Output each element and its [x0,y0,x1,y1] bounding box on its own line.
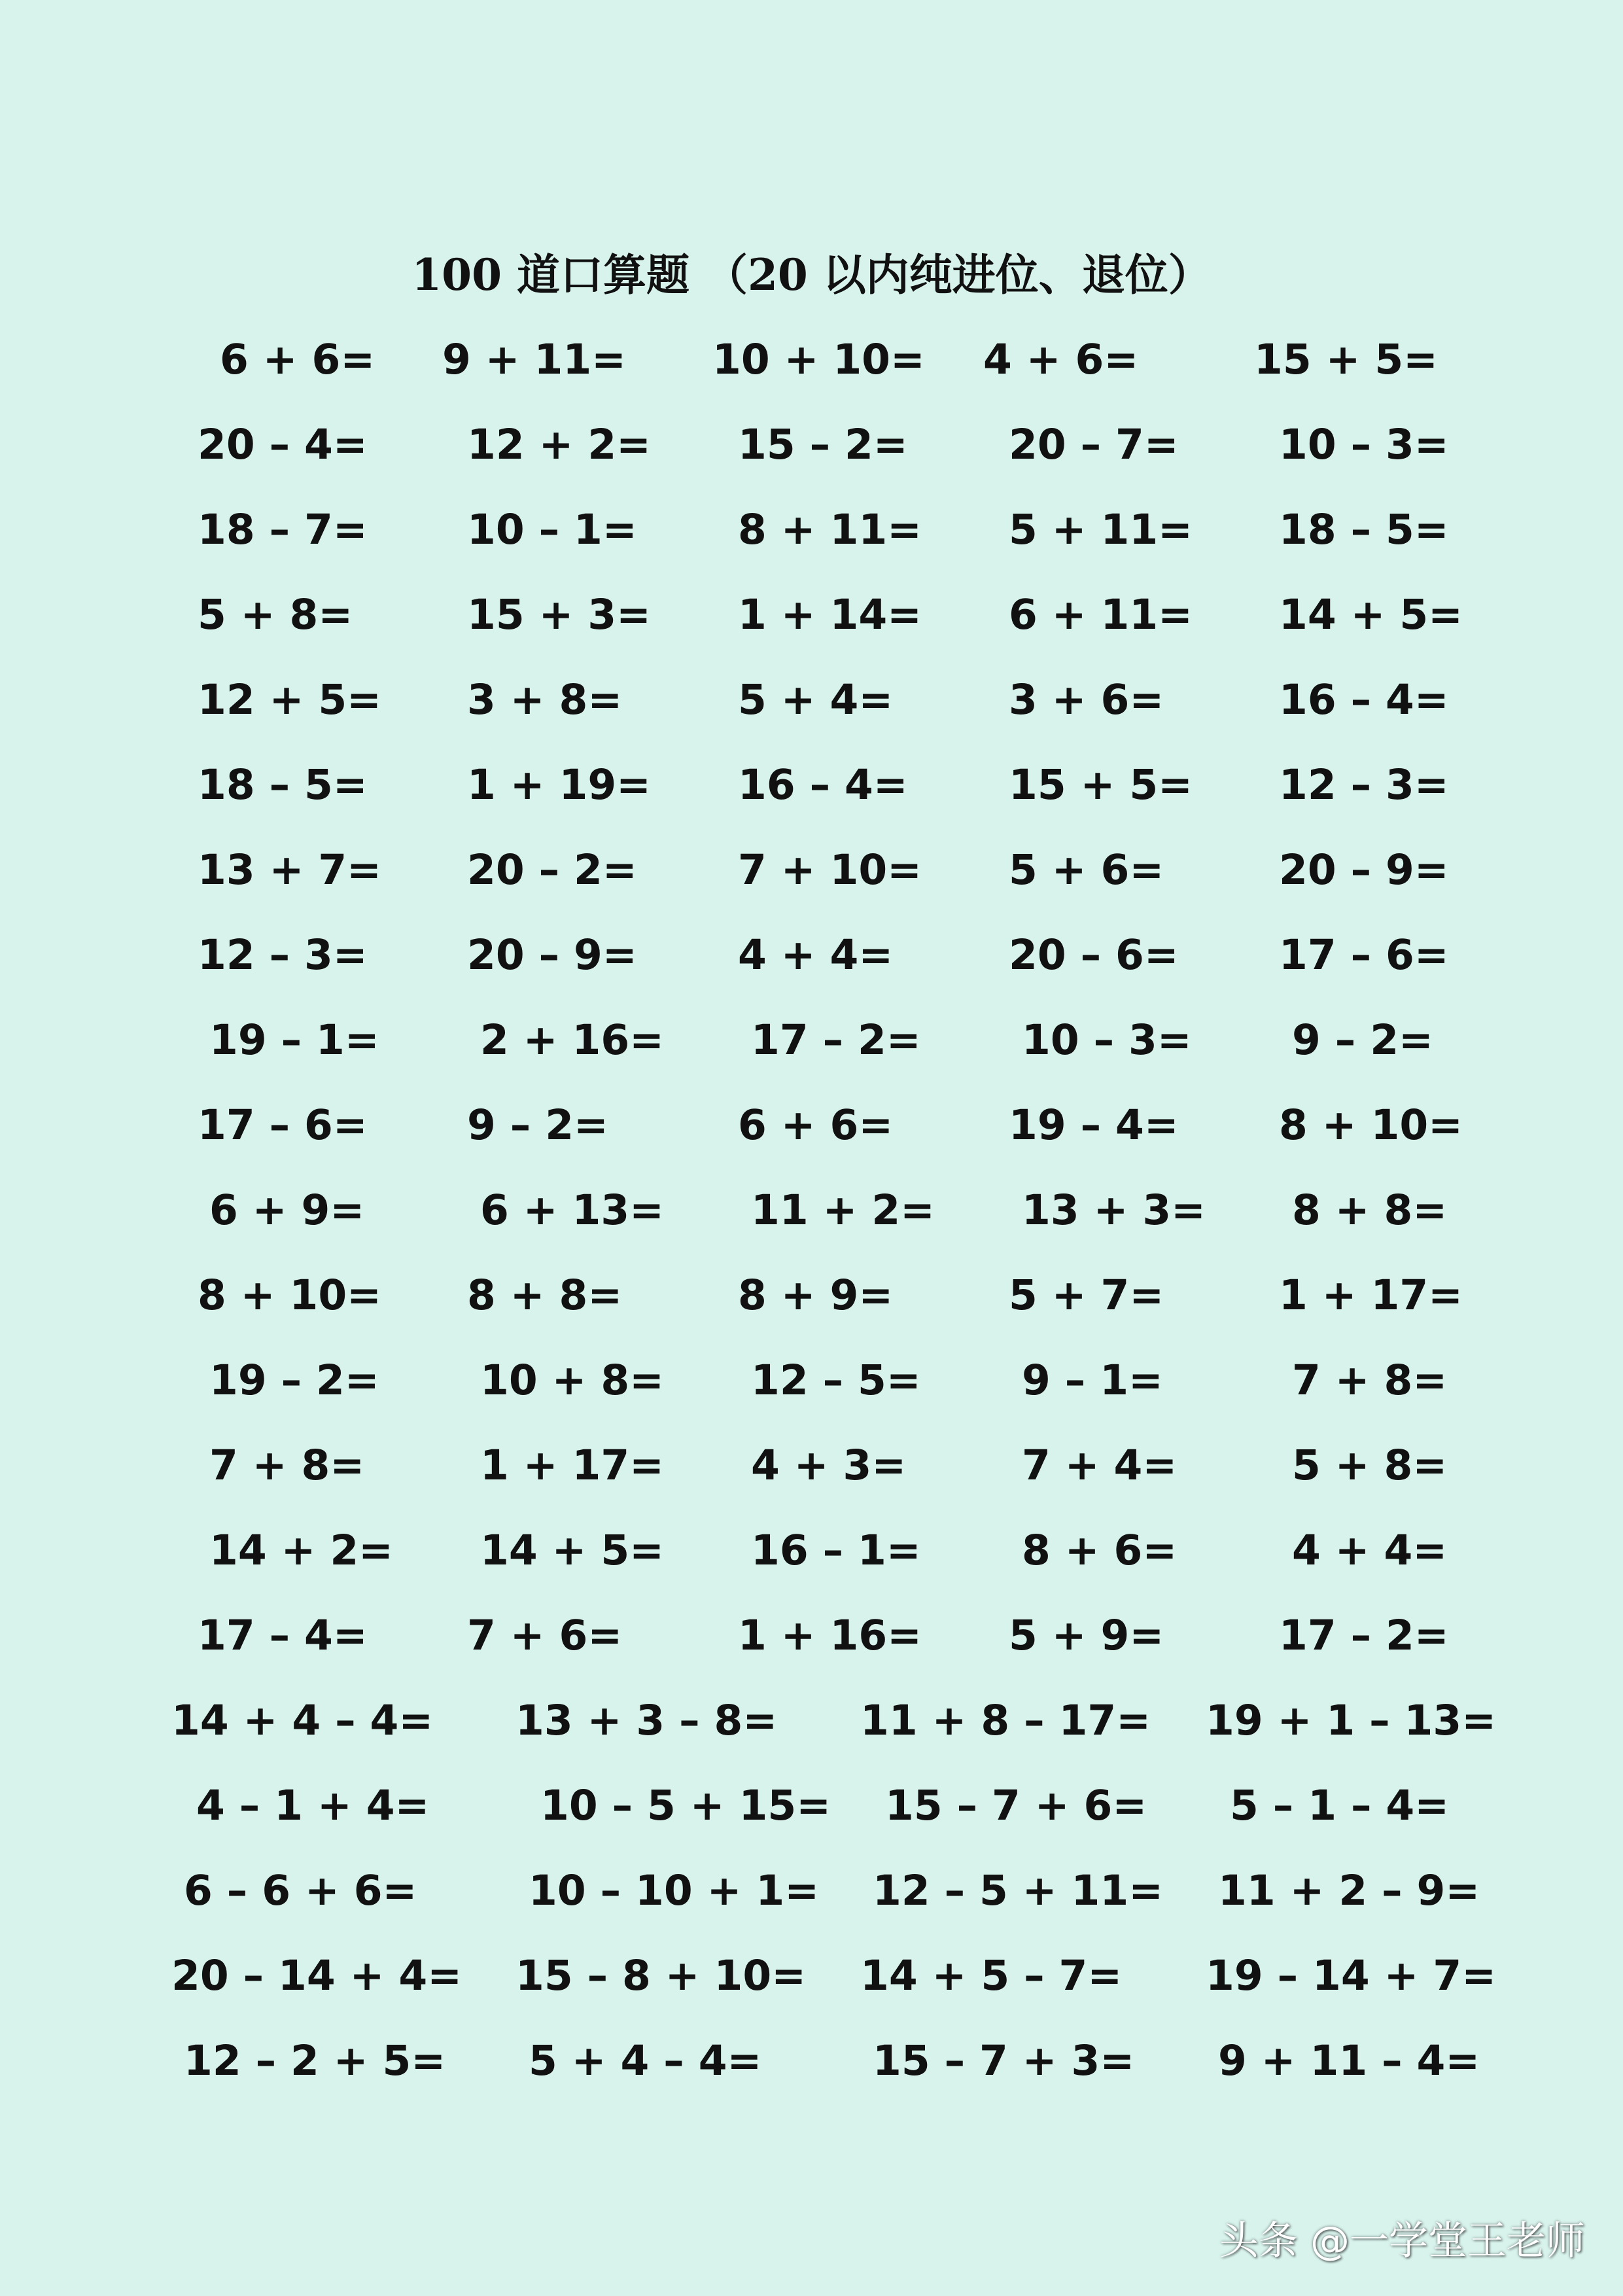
math-problem: 4 + 6= [983,336,1139,383]
math-problem: 8 + 8= [1292,1186,1448,1234]
math-problem: 18 – 5= [198,761,368,809]
math-problem: 9 + 11= [442,336,626,383]
math-problem: 4 + 3= [751,1441,907,1489]
math-problem: 1 + 14= [738,591,922,639]
math-problem: 10 – 5 + 15= [540,1782,831,1829]
problem-row [0,1266,1623,1325]
math-problem: 9 – 2= [1292,1016,1433,1064]
math-problem: 1 + 16= [738,1612,922,1659]
math-problem: 19 – 4= [1009,1101,1179,1149]
math-problem: 19 – 1= [209,1016,379,1064]
problem-row [0,926,1623,985]
problem-row [0,415,1623,474]
math-problem: 14 + 4 – 4= [171,1697,434,1744]
math-problem: 11 + 2= [751,1186,935,1234]
math-problem: 17 – 4= [198,1612,368,1659]
math-problem: 8 + 10= [1279,1101,1463,1149]
math-problem: 14 + 5= [480,1527,664,1574]
math-problem: 5 – 1 – 4= [1230,1782,1450,1829]
math-problem: 19 + 1 – 13= [1206,1697,1496,1744]
math-problem: 18 – 5= [1279,506,1449,554]
math-problem: 11 + 2 – 9= [1218,1867,1480,1915]
math-problem: 16 – 4= [738,761,908,809]
math-problem: 10 – 10 + 1= [529,1867,819,1915]
problem-row [0,1521,1623,1580]
problem-row [0,756,1623,815]
problem-row [0,1691,1623,1750]
math-problem: 5 + 4 – 4= [529,2037,762,2085]
math-problem: 14 + 2= [209,1527,393,1574]
math-problem: 20 – 4= [198,421,368,468]
math-problem: 17 – 6= [1279,931,1449,979]
problem-row [0,1011,1623,1070]
math-problem: 5 + 11= [1009,506,1193,554]
math-problem: 5 + 7= [1009,1271,1164,1319]
math-problem: 8 + 11= [738,506,922,554]
math-problem: 20 – 2= [467,846,637,894]
math-problem: 10 + 10= [712,336,925,383]
math-problem: 5 + 9= [1009,1612,1164,1659]
math-problem: 8 + 9= [738,1271,894,1319]
math-problem: 6 + 9= [209,1186,365,1234]
math-problem: 14 + 5= [1279,591,1463,639]
math-problem: 19 – 14 + 7= [1206,1952,1496,2000]
math-problem: 19 – 2= [209,1356,379,1404]
math-problem: 15 – 7 + 6= [885,1782,1147,1829]
math-problem: 15 – 2= [738,421,908,468]
problem-row [0,1947,1623,2005]
math-problem: 1 + 17= [480,1441,664,1489]
math-problem: 14 + 5 – 7= [860,1952,1123,2000]
math-problem: 7 + 8= [1292,1356,1448,1404]
watermark: 头条 @一学堂王老师 [1219,2218,1585,2264]
math-problem: 13 + 3= [1022,1186,1206,1234]
problem-row [0,1181,1623,1240]
math-problem: 9 – 1= [1022,1356,1163,1404]
math-problem: 20 – 9= [1279,846,1449,894]
math-problem: 16 – 4= [1279,676,1449,724]
math-problem: 16 – 1= [751,1527,921,1574]
math-problem: 4 + 4= [1292,1527,1448,1574]
math-problem: 20 – 14 + 4= [171,1952,462,2000]
math-problem: 11 + 8 – 17= [860,1697,1151,1744]
math-problem: 12 + 2= [467,421,651,468]
math-problem: 5 + 4= [738,676,894,724]
math-problem: 13 + 3 – 8= [515,1697,778,1744]
problem-row [0,1351,1623,1410]
math-problem: 1 + 17= [1279,1271,1463,1319]
math-problem: 9 + 11 – 4= [1218,2037,1480,2085]
math-problem: 15 + 3= [467,591,651,639]
math-problem: 6 + 13= [480,1186,664,1234]
math-problem: 12 – 5= [751,1356,921,1404]
problem-row [0,2032,1623,2091]
problem-row [0,841,1623,900]
math-problem: 20 – 7= [1009,421,1179,468]
math-problem: 10 – 3= [1279,421,1449,468]
math-problem: 17 – 6= [198,1101,368,1149]
math-problem: 13 + 7= [198,846,381,894]
math-problem: 10 – 1= [467,506,637,554]
math-problem: 6 + 6= [738,1101,894,1149]
math-problem: 10 – 3= [1022,1016,1192,1064]
math-problem: 6 – 6 + 6= [184,1867,417,1915]
math-problem: 1 + 19= [467,761,651,809]
math-problem: 5 + 8= [198,591,353,639]
page-title: 100 道口算题 （20 以内纯进位、退位） [411,249,1212,300]
math-problem: 4 + 4= [738,931,894,979]
math-problem: 15 – 8 + 10= [515,1952,806,2000]
math-problem: 7 + 10= [738,846,922,894]
math-problem: 17 – 2= [1279,1612,1449,1659]
math-problem: 12 + 5= [198,676,381,724]
math-problem: 18 – 7= [198,506,368,554]
math-problem: 12 – 3= [198,931,368,979]
problem-row [0,671,1623,730]
math-problem: 8 + 10= [198,1271,381,1319]
problem-row [0,1096,1623,1155]
problem-row [0,501,1623,559]
problem-row [0,1862,1623,1920]
math-problem: 17 – 2= [751,1016,921,1064]
math-problem: 4 – 1 + 4= [196,1782,430,1829]
problem-row [0,586,1623,645]
problem-row [0,1436,1623,1495]
math-problem: 7 + 6= [467,1612,623,1659]
math-problem: 9 – 2= [467,1101,608,1149]
math-problem: 12 – 5 + 11= [873,1867,1163,1915]
math-problem: 5 + 8= [1292,1441,1448,1489]
math-problem: 3 + 6= [1009,676,1164,724]
math-problem: 15 + 5= [1254,336,1438,383]
math-problem: 7 + 8= [209,1441,365,1489]
problem-row [0,1776,1623,1835]
math-problem: 15 + 5= [1009,761,1193,809]
math-problem: 12 – 3= [1279,761,1449,809]
math-problem: 2 + 16= [480,1016,664,1064]
math-problem: 6 + 11= [1009,591,1193,639]
math-problem: 8 + 8= [467,1271,623,1319]
math-problem: 10 + 8= [480,1356,664,1404]
math-problem: 6 + 6= [220,336,375,383]
math-problem: 8 + 6= [1022,1527,1178,1574]
math-problem: 20 – 9= [467,931,637,979]
math-problem: 7 + 4= [1022,1441,1178,1489]
math-problem: 12 – 2 + 5= [184,2037,446,2085]
math-problem: 3 + 8= [467,676,623,724]
math-problem: 20 – 6= [1009,931,1179,979]
problem-row [0,330,1623,389]
math-problem: 5 + 6= [1009,846,1164,894]
problem-row [0,1606,1623,1665]
math-problem: 15 – 7 + 3= [873,2037,1135,2085]
